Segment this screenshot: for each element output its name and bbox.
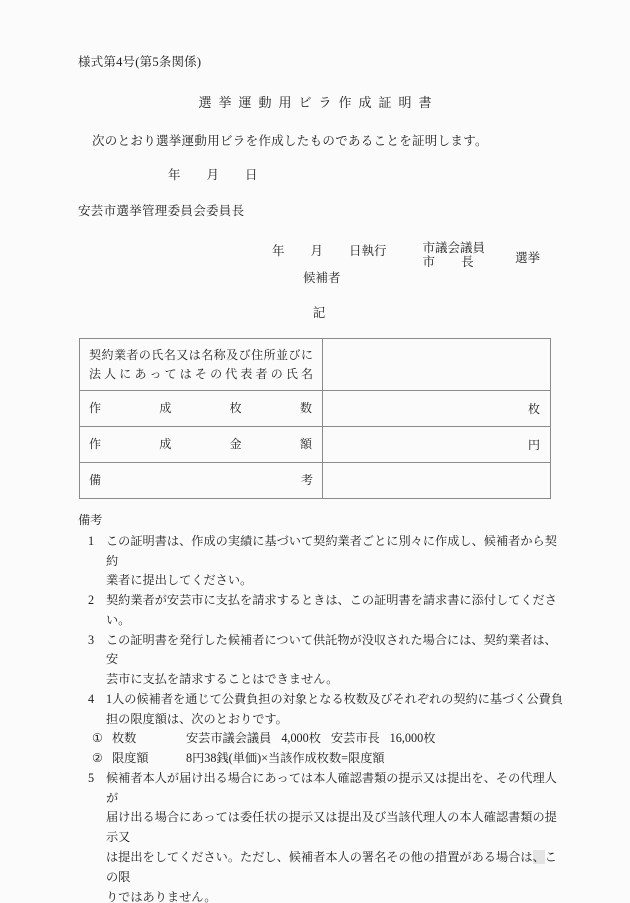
highlighted-comma: 、 <box>532 850 545 865</box>
execution-date-blank <box>272 241 387 259</box>
note-text-5-line1: 候補者本人が届け出る場合にあっては本人確認書類の提示又は提出を、その代理人が <box>106 770 557 805</box>
lead-statement: 次のとおり選挙運動用ビラを作成したものであることを証明します。 <box>92 134 488 148</box>
date-day-label: 日 <box>245 168 258 182</box>
circled-number-1: ① <box>92 731 103 746</box>
note-number-5: 5 <box>88 770 95 785</box>
notes-section <box>78 511 564 903</box>
subitem-2-text-a: 8円38銭(単価)×当該作成枚数=限度額 <box>186 751 385 766</box>
note-text-1-line2: 業者に提出してください。 <box>106 573 253 588</box>
execution-day-label: 日執行 <box>349 244 387 258</box>
execution-month-label: 月 <box>310 244 324 258</box>
office-choice-stack <box>423 241 486 270</box>
office-option-assembly: 市議会議員 <box>422 241 486 255</box>
note-text-5-line3a: は提出をしてください。ただし、候補者本人の署名その他の措置がある場合は <box>106 850 533 865</box>
note-text-3-line2: 芸市に支払を請求することはできません。 <box>106 672 339 687</box>
note-text-4-line2: 担の限度額は、次のとおりです。 <box>106 711 288 726</box>
amount-label: 作成金額 <box>89 437 312 452</box>
remarks-label: 備考 <box>89 473 313 488</box>
certificate-table <box>79 338 551 499</box>
note-item-3 <box>78 631 564 690</box>
office-option-mayor: 市 長 <box>422 255 474 270</box>
election-suffix-label: 選挙 <box>515 251 541 265</box>
candidate-label: 候補者 <box>303 271 341 285</box>
table-row <box>80 463 551 499</box>
note-number-2: 2 <box>88 593 95 608</box>
amount-value-cell[interactable]: 円 <box>323 427 551 463</box>
subitem-1-value-a: 4,000枚 <box>281 731 321 746</box>
amount-label-cell <box>80 427 323 463</box>
note-text-5-line4: りではありません。 <box>106 889 217 903</box>
note-subitem-2 <box>78 749 564 769</box>
date-blank-line <box>168 165 258 183</box>
remarks-value-cell[interactable] <box>323 463 551 499</box>
note-text-4-line1: 1人の候補者を通じて公費負担の対象となる枚数及びそれぞれの契約に基づく公費負 <box>106 691 564 706</box>
sheet-count-value-cell[interactable]: 枚 <box>323 391 551 427</box>
subitem-1-value-b: 16,000枚 <box>389 731 436 746</box>
subitem-2-label: 限度額 <box>112 751 149 766</box>
date-year-label: 年 <box>168 168 181 182</box>
election-execution-line <box>272 241 540 270</box>
note-text-5-line3b: この限 <box>106 850 557 884</box>
subitem-1-text-a: 安芸市議会議員 <box>186 731 272 746</box>
note-number-3: 3 <box>88 632 95 647</box>
note-text-3-line1: この証明書を発行した候補者について供託物が没収された場合には、契約業者は、安 <box>106 632 557 667</box>
note-text-2-line1: 契約業者が安芸市に支払を請求するときは、この証明書を請求書に添付してください。 <box>106 593 557 627</box>
ki-mark: 記 <box>312 306 326 320</box>
contractor-name-value-cell[interactable] <box>323 339 551 391</box>
note-text-5-line2: 届け出る場合にあっては委任状の提示又は提出及び当該代理人の本人確認書類の提示又 <box>106 810 557 845</box>
sheet-count-label-cell <box>80 391 323 427</box>
addressee-line: 安芸市選挙管理委員会委員長 <box>78 204 245 218</box>
contractor-name-label-line2: 法人にあってはその代表者の氏名 <box>89 366 313 381</box>
note-item-2 <box>78 591 564 631</box>
notes-heading: 備考 <box>78 513 103 527</box>
note-number-4: 4 <box>88 691 95 706</box>
form-number: 様式第4号(第5条関係) <box>78 55 202 69</box>
note-number-1: 1 <box>88 533 95 548</box>
note-item-5 <box>78 769 564 903</box>
subitem-1-label: 枚数 <box>112 731 137 746</box>
table-row <box>80 427 551 463</box>
remarks-label-cell <box>80 463 323 499</box>
sheet-count-label: 作成枚数 <box>89 401 312 416</box>
note-subitem-1 <box>78 729 564 749</box>
date-month-label: 月 <box>206 168 220 182</box>
table-row <box>80 339 551 391</box>
document-title: 選挙運動用ビラ作成証明書 <box>198 95 439 110</box>
table-row <box>80 391 551 427</box>
circled-number-2: ② <box>92 751 103 766</box>
contractor-name-label-cell <box>80 339 323 391</box>
execution-year-label: 年 <box>272 244 285 258</box>
note-item-4 <box>78 690 564 730</box>
note-item-1 <box>78 532 564 591</box>
subitem-1-text-b: 安芸市長 <box>330 731 380 746</box>
note-text-1-line1: この証明書は、作成の実績に基づいて契約業者ごとに別々に作成し、候補者から契約 <box>106 533 557 568</box>
contractor-name-label-line1: 契約業者の氏名又は名称及び住所並びに <box>89 347 313 362</box>
